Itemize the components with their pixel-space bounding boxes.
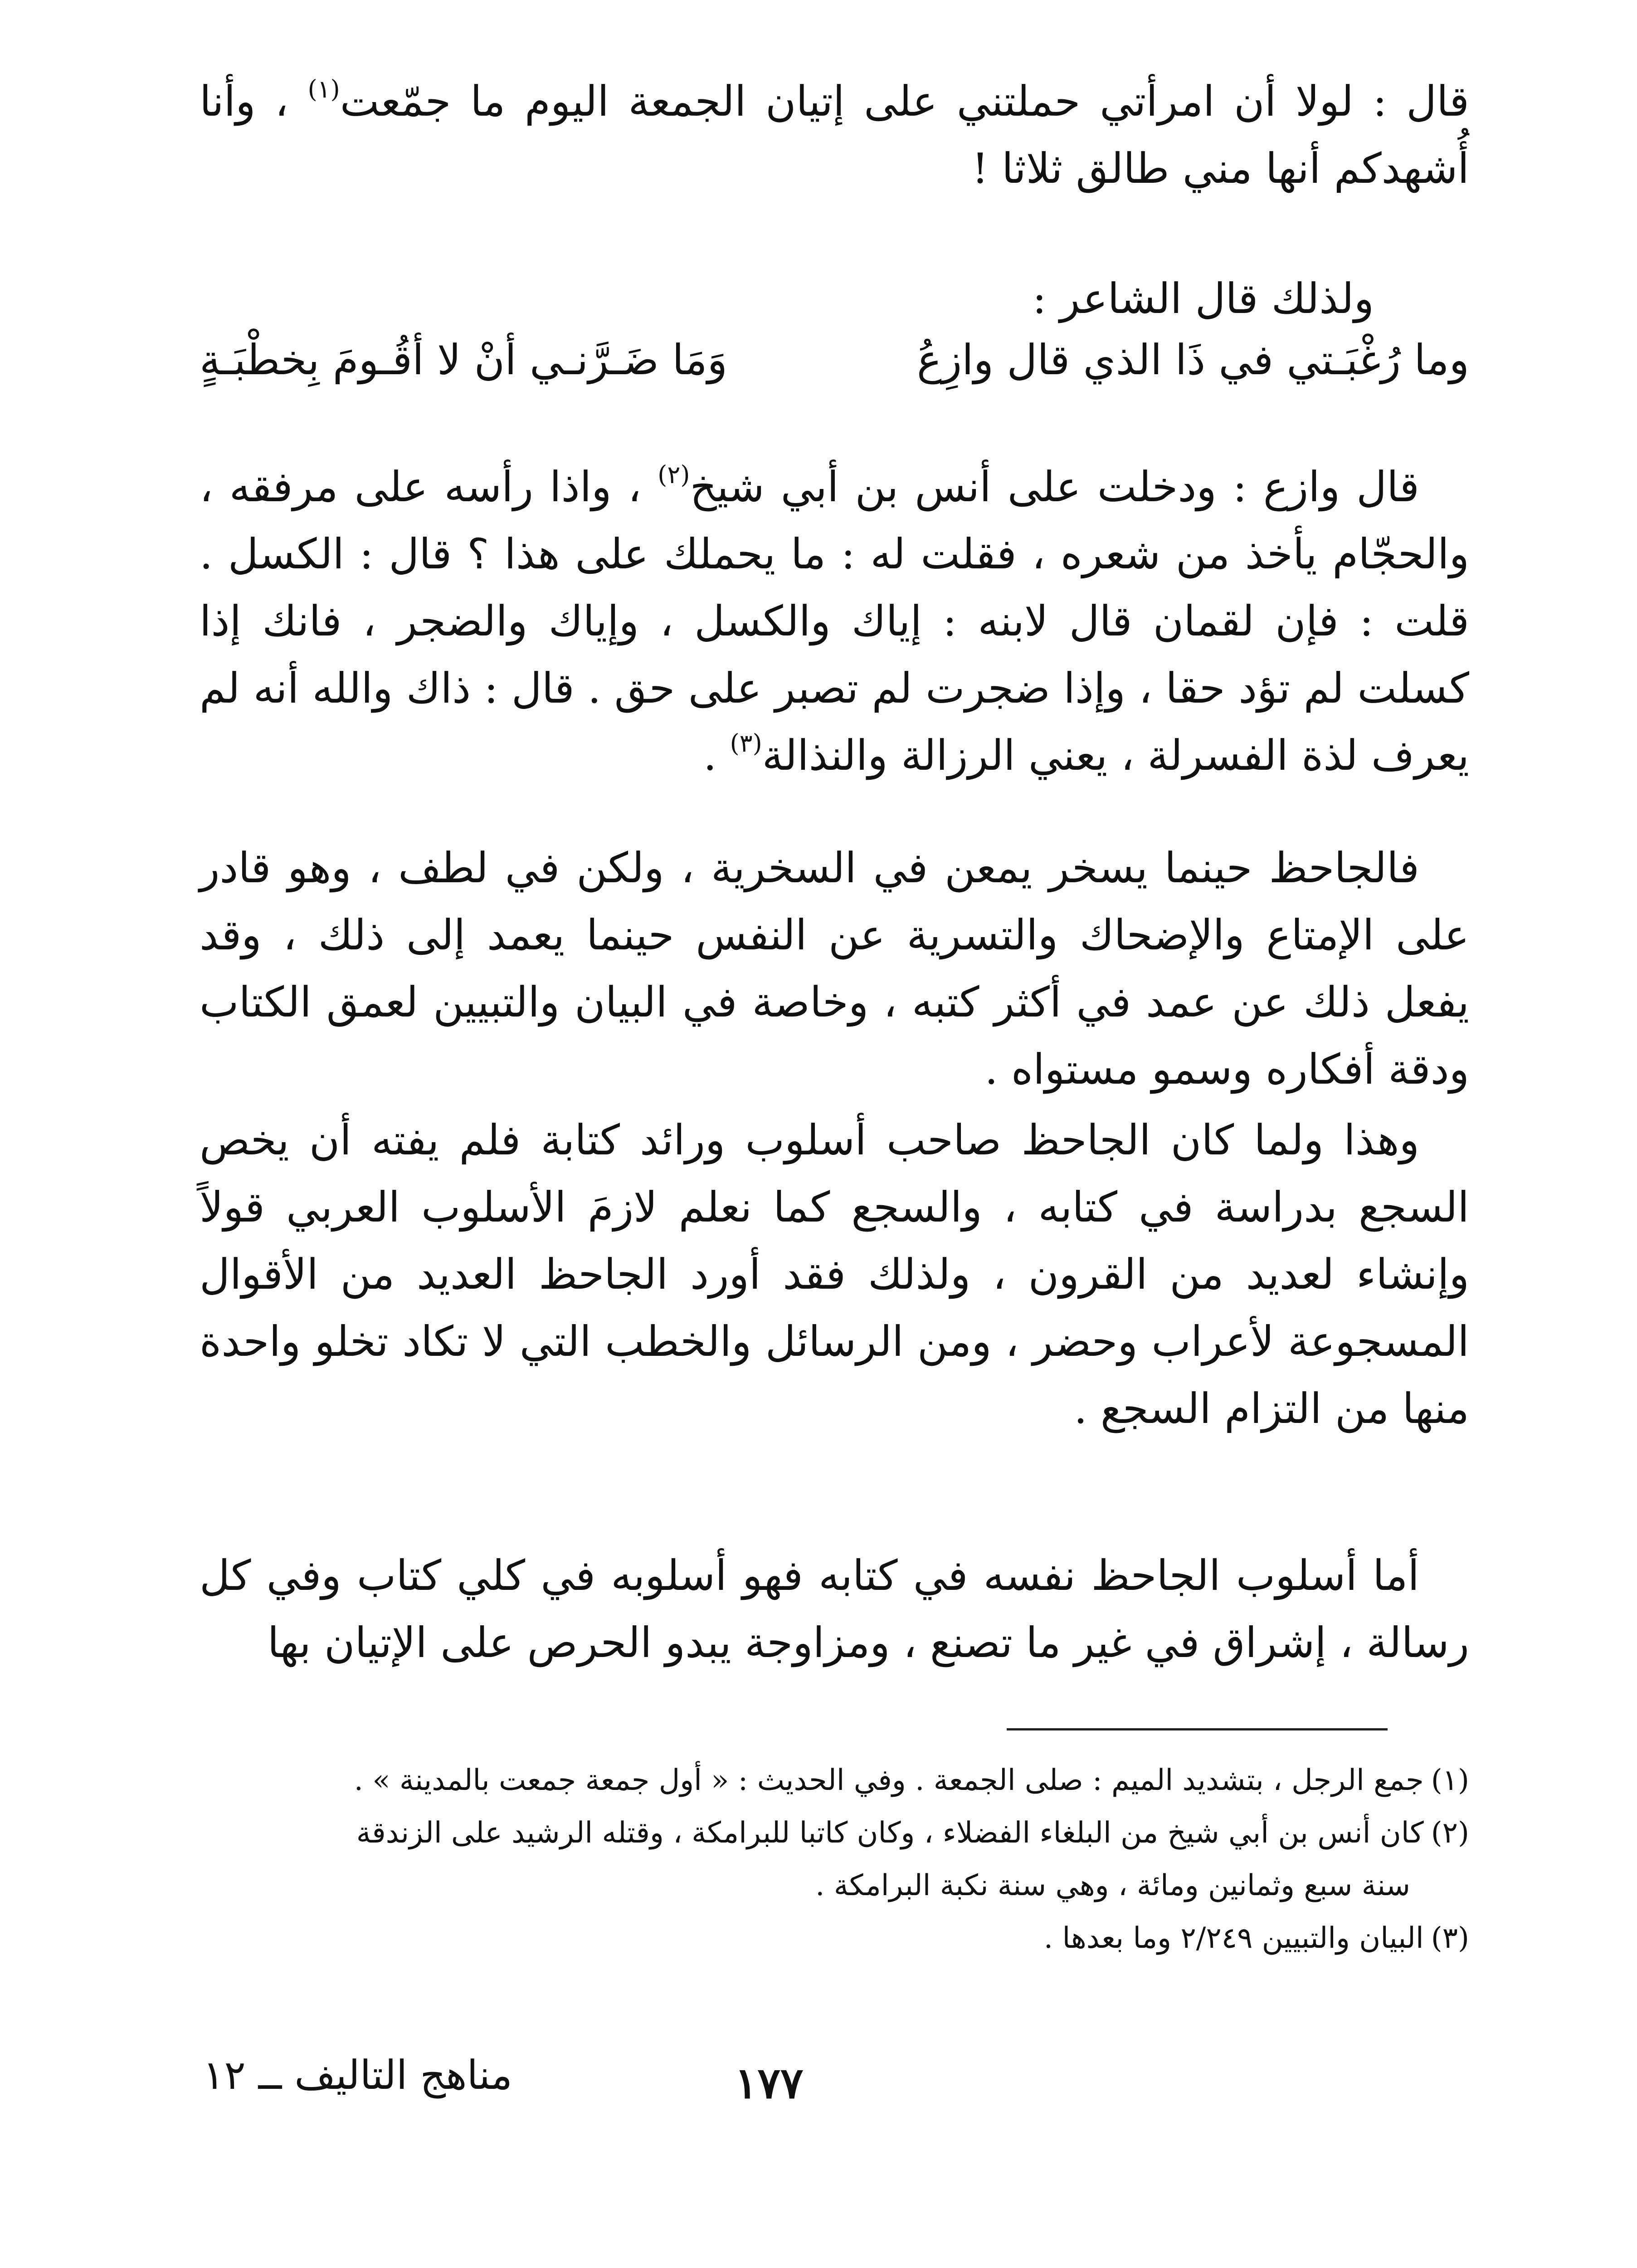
- page-footer: [0, 2041, 1637, 2109]
- footnote-ref-3: (٣): [730, 729, 762, 758]
- paragraph-3-text: فالجاحظ حينما يسخر يمعن في السخرية ، ولكن في لطف ، وهو قادر على الإمتاع والإضحاك والتسرية عن النفس حينما يعمد إلى ذلك ، وقد يفعل ذلك عن عمد في أكثر كتبه ، وخاصة في البيان والتبيين لعمق الكتاب ودقة أفكاره وسمو مستواه .: [200, 844, 1469, 1094]
- verse-intro: ولذلك قال الشاعر :: [1032, 274, 1374, 323]
- footnotes: [200, 1755, 1469, 1966]
- footnote-2-continuation: سنة سبع وثمانين ومائة ، وهي سنة نكبة البرامكة .: [815, 1869, 1410, 1902]
- paragraph-4: [200, 1107, 1469, 1442]
- paragraph-2: [200, 454, 1469, 789]
- footnote-1: [200, 1755, 1469, 1805]
- footnote-1-text: جمع الرجل ، بتشديد الميم : صلى الجمعة . وفي الحديث : « أول جمعة جمعت بالمدينة » .: [354, 1764, 1424, 1797]
- poetry-verse: [200, 327, 1469, 399]
- footnote-3-number: (٣): [1431, 1921, 1469, 1955]
- paragraph-2-text: [200, 454, 1469, 789]
- paragraph-5-text: أما أسلوب الجاحظ نفسه في كتابه فهو أسلوبه في كلي كتاب وفي كل رسالة ، إشراق في غير ما تصنع ، ومزاوجة يبدو الحرص على الإتيان بها: [200, 1551, 1469, 1667]
- paragraph-4-text: وهذا ولما كان الجاحظ صاحب أسلوب ورائد كتابة فلم يفته أن يخص السجع بدراسة في كتابه ، والسجع كما نعلم لازمَ الأسلوب العربي قولاً وإنشاء لعديد من القرون ، ولذلك فقد أورد الجاحظ العديد من الأقوال المسجوعة لأعراب وحضر ، ومن الرسائل والخطب التي لا تكاد تخلو واحدة منها من التزام السجع .: [200, 1116, 1469, 1433]
- paragraph-5: [200, 1542, 1469, 1677]
- footnote-3-text: البيان والتبيين ٢/٢٤٩ وما بعدها .: [1043, 1921, 1424, 1955]
- paragraph-1: [200, 68, 1469, 202]
- verse-first-hemistich: وما رُغْبَـتي في ذَا الذي قال وازِعُ: [916, 336, 1469, 384]
- paragraph-2-tail: .: [703, 731, 717, 780]
- paragraph-1-main: قال : لولا أن امرأتي حملتني على إتيان الجمعة اليوم ما جمّعت: [340, 77, 1470, 126]
- footnote-separator: [1007, 1728, 1388, 1730]
- footnote-1-number: (١): [1431, 1764, 1469, 1797]
- paragraph-2-head: قال وازع : ودخلت على أنس بن أبي شيخ: [690, 463, 1419, 511]
- paragraph-1-text: [200, 68, 1469, 202]
- footnote-2: [200, 1808, 1469, 1858]
- verse-second-hemistich: وَمَا ضَـرَّنـي أنْ لا أقُـومَ بِخطْبَـةٍ: [200, 336, 728, 384]
- paragraph-2-mid: ، واذا رأسه على مرفقه ، والحجّام يأخذ من شعره ، فقلت له : ما يحملك على هذا ؟ قال : الكسل . قلت : فإن لقمان قال لابنه : إياك والكسل ، وإياك والضجر ، فانك إذا كسلت لم تؤد حقا ، وإذا ضجرت لم تصبر على حق . قال : ذاك والله أنه لم يعرف لذة الفسرلة ، يعني الرزالة والنذالة: [200, 463, 1469, 780]
- paragraph-1-tail: ، وأنا أُشهدكم أنها مني طالق ثلاثا !: [200, 77, 1469, 193]
- page-number: ١٧٧: [735, 2058, 804, 2108]
- paragraph-3: [200, 835, 1469, 1103]
- footnote-2-number: (٢): [1431, 1816, 1469, 1850]
- footnote-ref-2: (٢): [658, 460, 690, 489]
- running-book-title: مناهج التاليف ــ ١٢: [203, 2052, 512, 2098]
- footnote-2-text: كان أنس بن أبي شيخ من البلغاء الفضلاء ، وكان كاتبا للبرامكة ، وقتله الرشيد على الزندقة: [356, 1816, 1424, 1850]
- footnote-3: [200, 1913, 1469, 1963]
- footnote-ref-1: (١): [307, 75, 340, 103]
